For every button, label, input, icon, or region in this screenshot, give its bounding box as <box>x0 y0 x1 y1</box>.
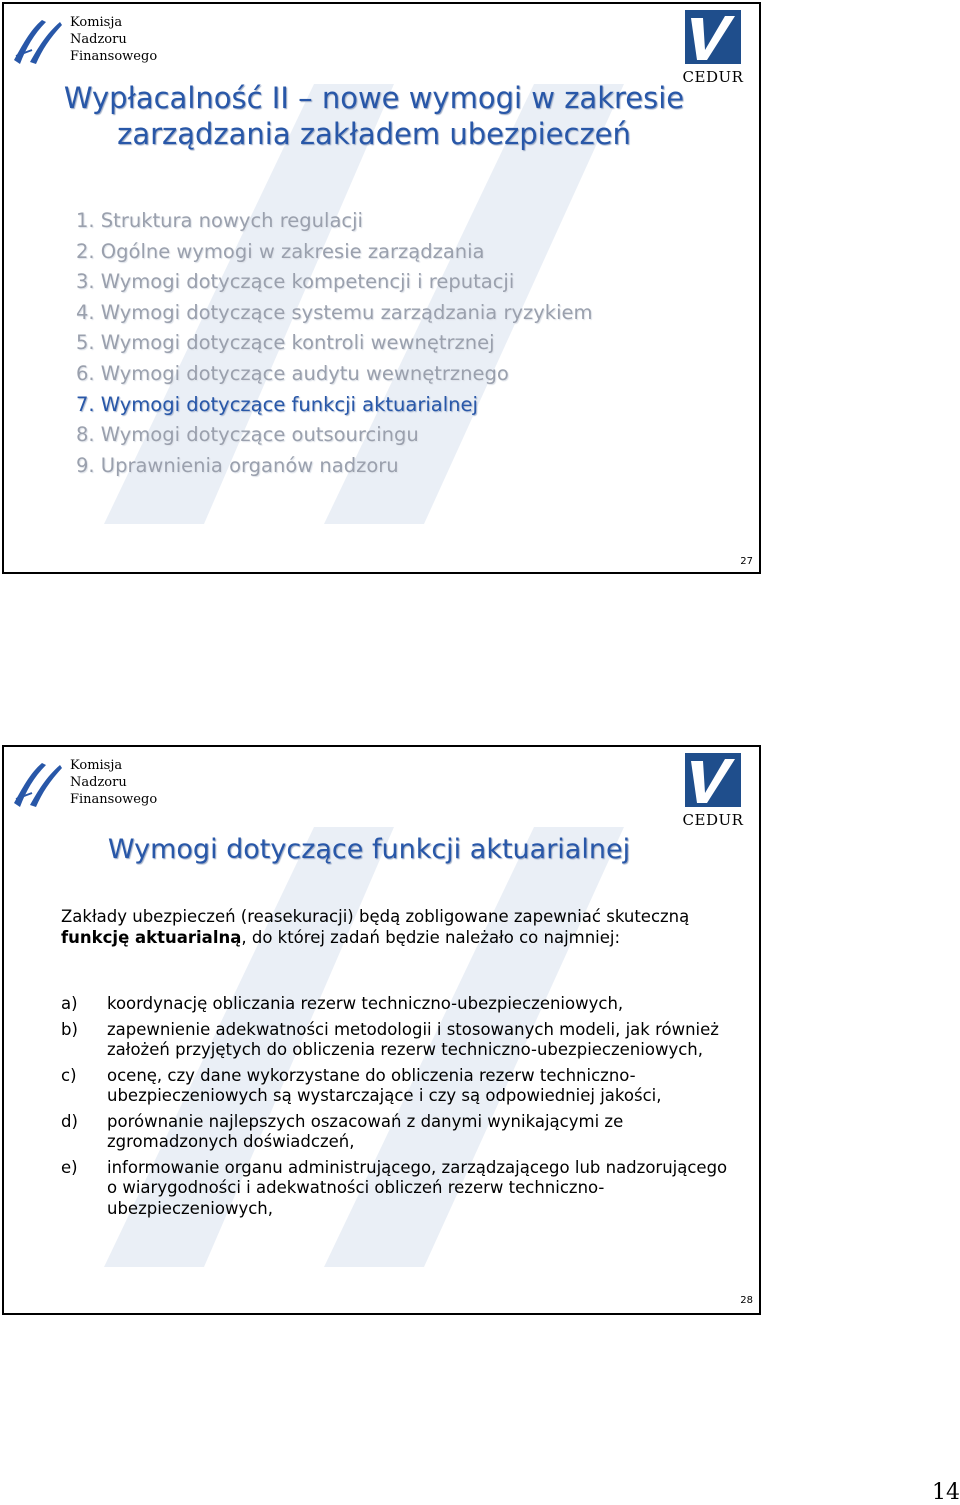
knf-name <box>70 14 157 65</box>
title-line-2: zarządzania zakładem ubezpieczeń <box>117 117 631 151</box>
knf-line-3: Finansowego <box>70 792 158 807</box>
knf-logo <box>12 757 162 812</box>
knf-mark-icon <box>12 16 64 66</box>
slide-title <box>24 80 724 152</box>
agenda-item: 8. Wymogi dotyczące outsourcingu <box>76 423 419 447</box>
knf-line-1: Komisja <box>70 15 123 30</box>
knf-logo <box>12 14 162 69</box>
slide-number: 27 <box>740 556 753 567</box>
knf-line-3: Finansowego <box>70 49 158 64</box>
cedur-logo <box>681 753 745 833</box>
item-label: d) <box>61 1111 78 1131</box>
item-label: c) <box>61 1065 77 1085</box>
intro-text-1: Zakłady ubezpieczeń (reasekuracji) będą zobligowane zapewniać skuteczną <box>61 907 690 926</box>
knf-line-1: Komisja <box>70 758 123 773</box>
list-item <box>61 994 741 1015</box>
page-number: 14 <box>932 1480 960 1505</box>
slide-28 <box>2 745 761 1315</box>
list-item <box>61 1158 741 1220</box>
cedur-text: CEDUR <box>682 68 744 86</box>
item-text: informowanie organu administrującego, zarządzającego lub nadzorującego o wiarygodności i adekwatności obliczeń rezerw techniczno-ubezpieczeniowych, <box>107 1157 728 1218</box>
item-text: zapewnienie adekwatności metodologii i stosowanych modeli, jak również założeń przyjętych do obliczenia rezerw techniczno-ubezpieczeniowych, <box>107 1019 719 1059</box>
knf-line-2: Nadzoru <box>70 32 127 47</box>
item-label: b) <box>61 1019 78 1039</box>
cedur-logo <box>681 10 745 90</box>
cedur-mark-icon <box>685 10 741 64</box>
cedur-text: CEDUR <box>682 811 744 829</box>
knf-line-2: Nadzoru <box>70 775 127 790</box>
knf-mark-icon <box>12 759 64 809</box>
agenda-item: 2. Ogólne wymogi w zakresie zarządzania <box>76 239 485 263</box>
agenda-item-active: 7. Wymogi dotyczące funkcji aktuarialnej <box>76 392 478 416</box>
agenda-item: 3. Wymogi dotyczące kompetencji i reputacji <box>76 270 515 294</box>
agenda-item: 5. Wymogi dotyczące kontroli wewnętrznej <box>76 331 495 355</box>
list-item <box>61 1020 741 1061</box>
item-text: porównanie najlepszych oszacowań z danymi wynikającymi ze zgromadzonych doświadczeń, <box>107 1111 624 1151</box>
knf-name <box>70 757 157 808</box>
intro-text-2: , do której zadań będzie należało co najmniej: <box>241 927 621 947</box>
slide-27 <box>2 2 761 574</box>
item-label: e) <box>61 1157 78 1177</box>
cedur-mark-icon <box>685 753 741 807</box>
item-label: a) <box>61 994 78 1013</box>
slide-title: Wymogi dotyczące funkcji aktuarialnej <box>107 834 631 865</box>
requirements-list <box>61 994 741 1224</box>
intro-bold-term: funkcję aktuarialną <box>61 927 242 947</box>
agenda-item: 1. Struktura nowych regulacji <box>76 209 363 232</box>
agenda-item: 6. Wymogi dotyczące audytu wewnętrznego <box>76 361 509 385</box>
item-text: ocenę, czy dane wykorzystane do obliczenia rezerw techniczno-ubezpieczeniowych są wystarczające i czy są odpowiedniej jakości, <box>107 1065 662 1105</box>
list-item <box>61 1066 741 1107</box>
agenda-list <box>76 206 592 481</box>
item-text: koordynację obliczania rezerw techniczno-ubezpieczeniowych, <box>107 994 624 1013</box>
title-line-1: Wypłacalność II – nowe wymogi w zakresie <box>63 81 685 115</box>
intro-paragraph <box>61 907 721 948</box>
slide-number: 28 <box>740 1295 753 1306</box>
agenda-item: 9. Uprawnienia organów nadzoru <box>76 453 399 477</box>
list-item <box>61 1112 741 1153</box>
agenda-item: 4. Wymogi dotyczące systemu zarządzania ryzykiem <box>76 300 593 324</box>
